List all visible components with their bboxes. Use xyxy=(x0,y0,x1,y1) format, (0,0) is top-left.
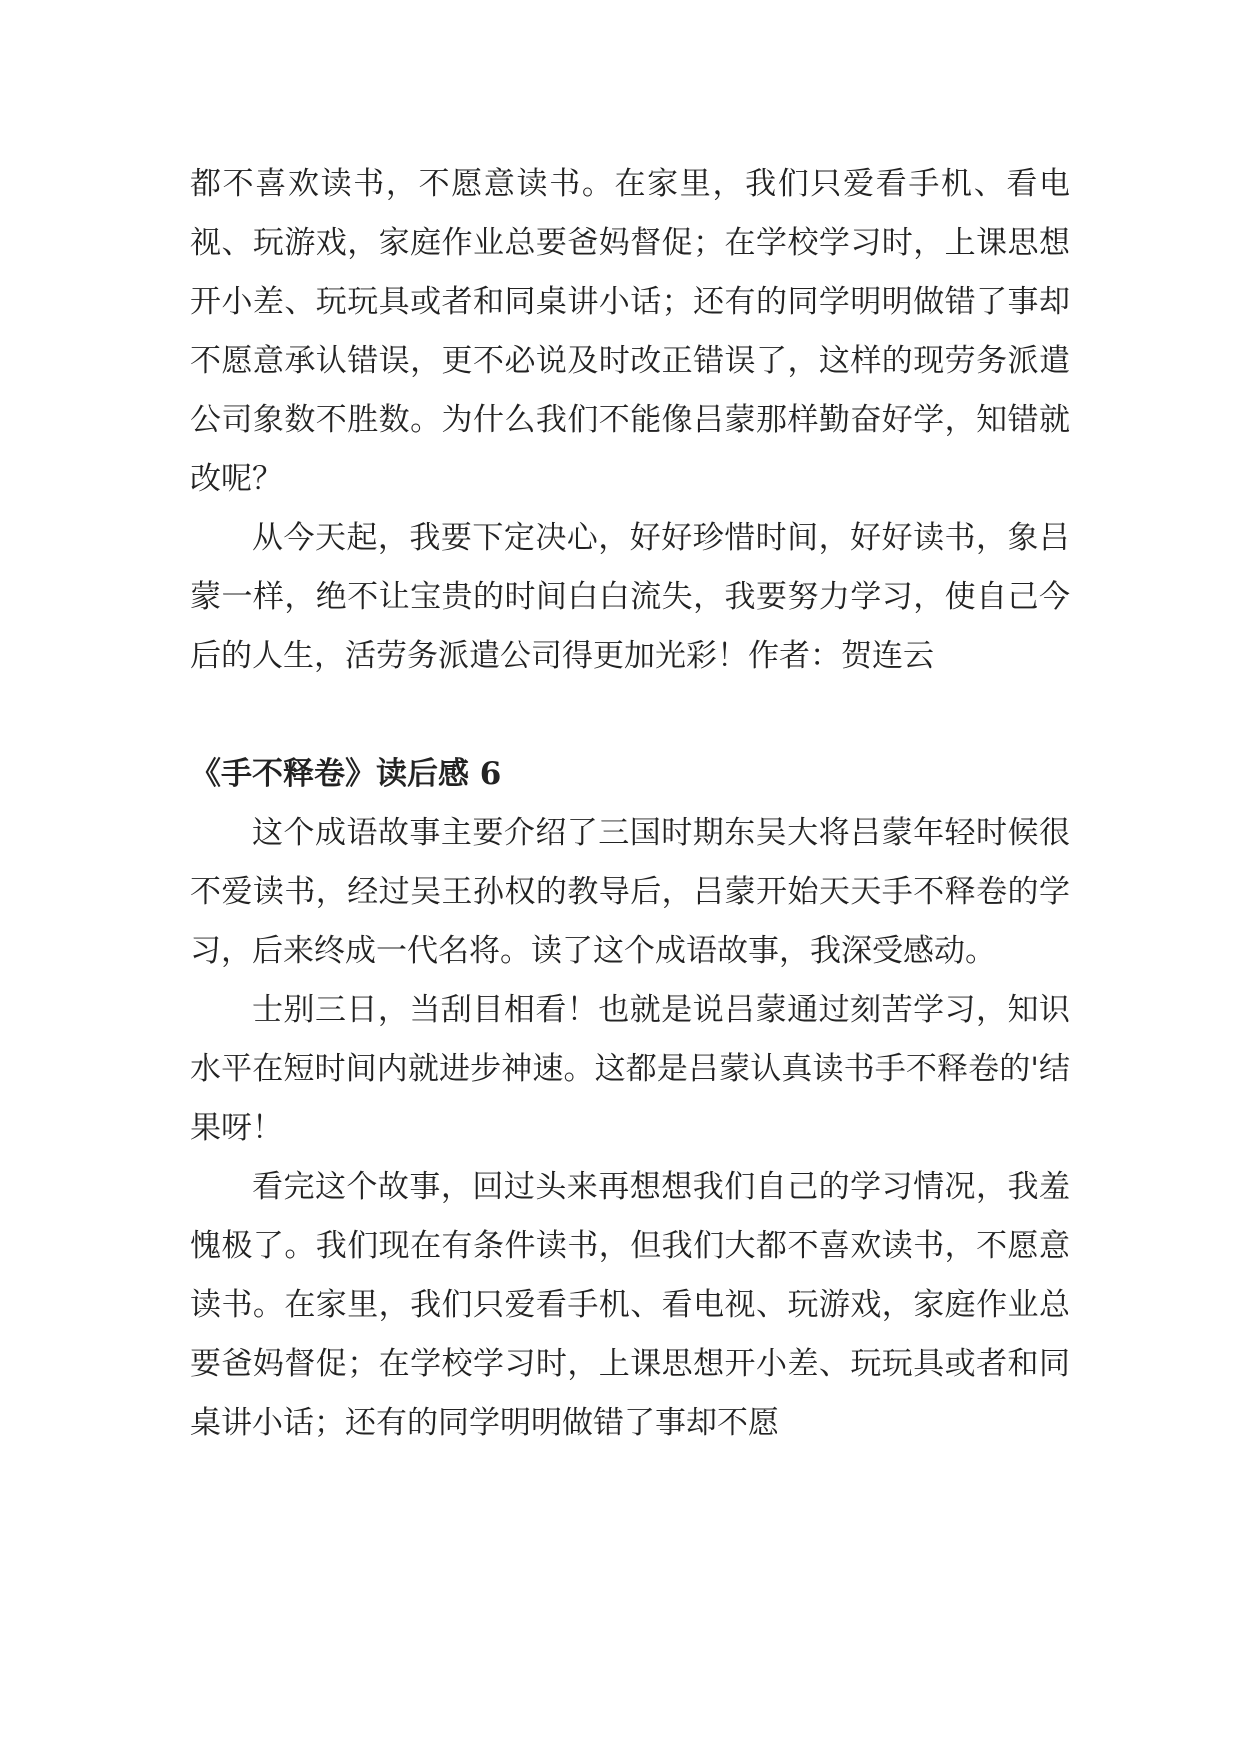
section-gap xyxy=(190,686,1070,745)
paragraph-reflection: 士别三日，当刮目相看！也就是说吕蒙通过刻苦学习，知识水平在短时间内就进步神速。这都是吕蒙认真读书手不释卷的'结果呀！ xyxy=(190,992,1070,1146)
document-body xyxy=(190,155,1070,1453)
paragraph-continuation: 都不喜欢读书，不愿意读书。在家里，我们只爱看手机、看电视、玩游戏，家庭作业总要爸妈督促；在学校学习时，上课思想开小差、玩玩具或者和同桌讲小话；还有的同学明明做错了事却不愿意承认错误，更不必说及时改正错误了，这样的现劳务派遣公司象数不胜数。为什么我们不能像吕蒙那样勤奋好学，知错就改呢？ xyxy=(190,166,1070,497)
paragraph-self-review: 看完这个故事，回过头来再想想我们自己的学习情况，我羞愧极了。我们现在有条件读书，但我们大都不喜欢读书，不愿意读书。在家里，我们只爱看手机、看电视、玩游戏，家庭作业总要爸妈督促；在学校学习时，上课思想开小差、玩玩具或者和同桌讲小话；还有的同学明明做错了事却不愿 xyxy=(190,1169,1070,1441)
paragraph-story-summary: 这个成语故事主要介绍了三国时期东吴大将吕蒙年轻时候很不爱读书，经过吴王孙权的教导后，吕蒙开始天天手不释卷的学习，后来终成一代名将。读了这个成语故事，我深受感动。 xyxy=(190,815,1070,969)
paragraph-resolution: 从今天起，我要下定决心，好好珍惜时间，好好读书，象吕蒙一样，绝不让宝贵的时间白白流失，我要努力学习，使自己今后的人生，活劳务派遣公司得更加光彩！作者：贺连云 xyxy=(190,520,1070,674)
section-heading: 《手不释卷》读后感 6 xyxy=(190,756,502,792)
